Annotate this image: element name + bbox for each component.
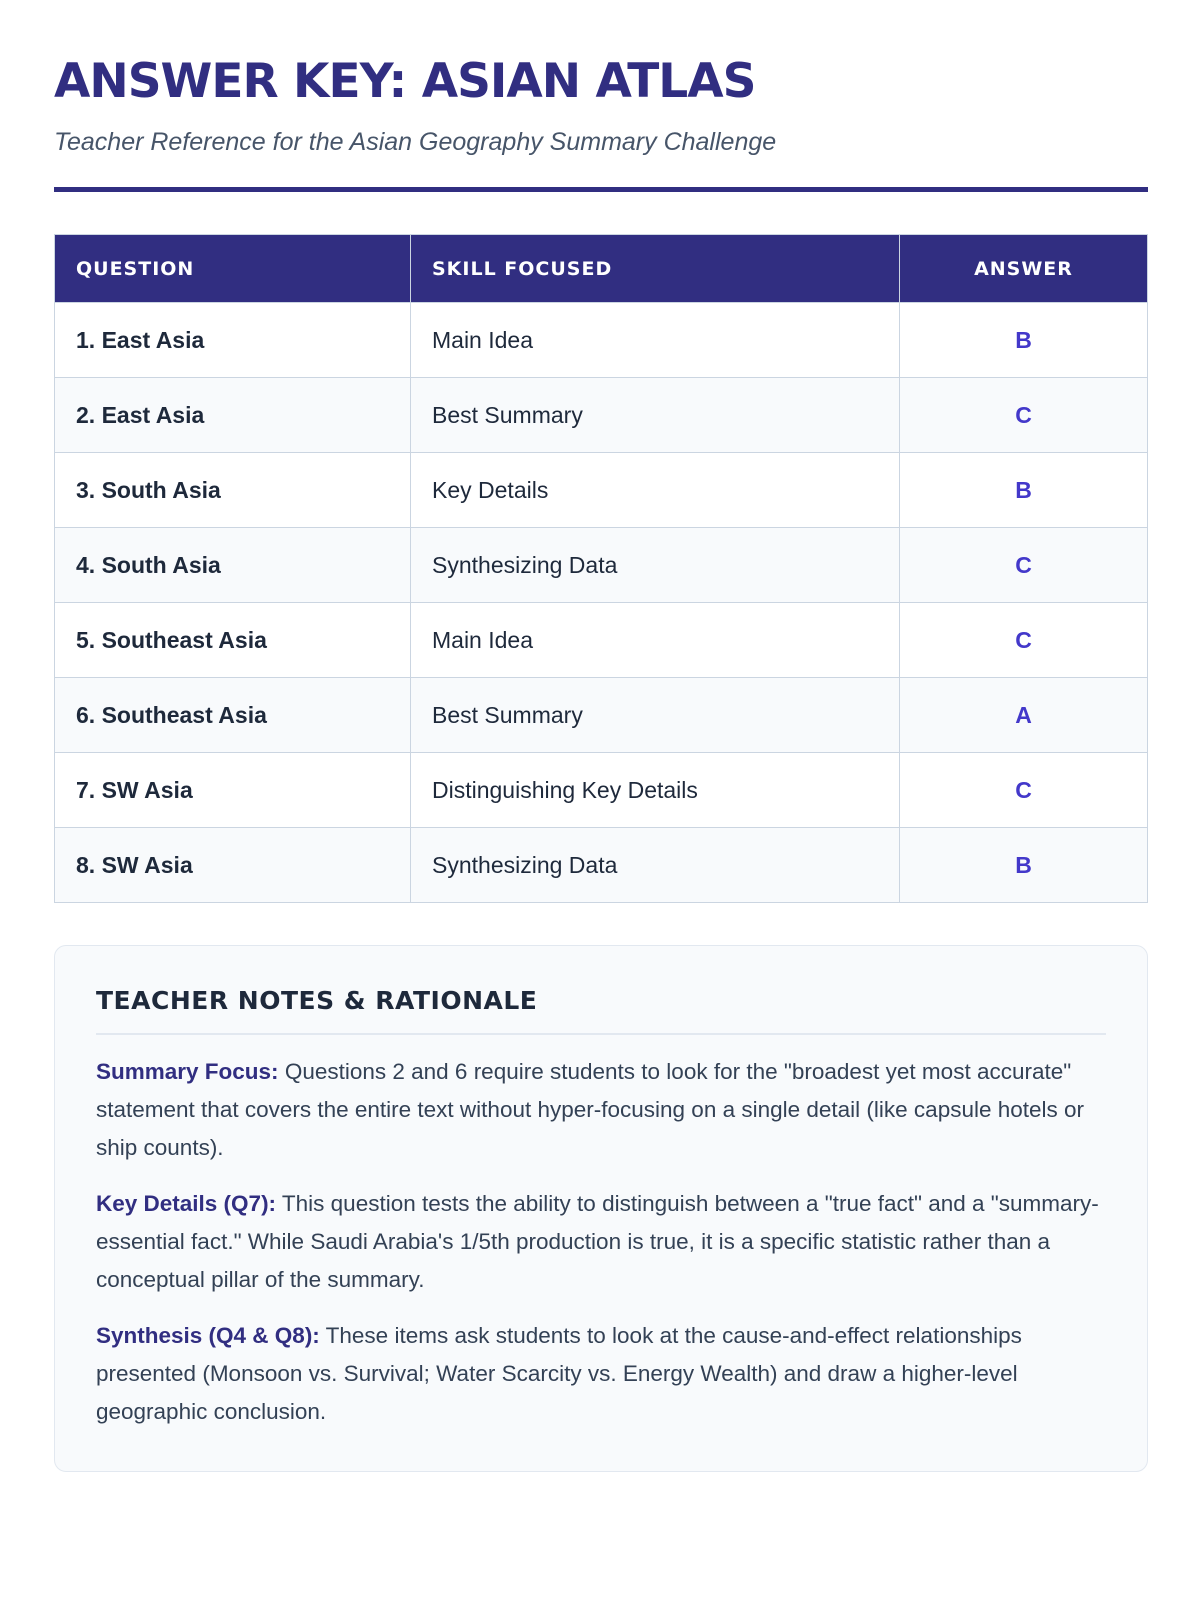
- table-row: [55, 303, 1148, 378]
- answer-cell: B: [900, 453, 1148, 528]
- table-row: [55, 828, 1148, 903]
- note-text: These items ask students to look at the cause-and-effect relationships presented (Monsoon vs. Survival; Water Scarcity vs. Energy Wealth) and draw a higher-level geographic conclusion.: [96, 1323, 1022, 1424]
- title-divider: [54, 187, 1148, 192]
- question-cell: 6. Southeast Asia: [55, 678, 411, 753]
- header-question: QUESTION: [55, 235, 411, 303]
- answer-table: [54, 234, 1148, 903]
- skill-cell: Key Details: [411, 453, 900, 528]
- answer-cell: B: [900, 828, 1148, 903]
- answer-cell: C: [900, 528, 1148, 603]
- skill-cell: Synthesizing Data: [411, 828, 900, 903]
- note-label: Key Details (Q7):: [96, 1191, 277, 1216]
- note-paragraph: [96, 1317, 1106, 1431]
- note-text: Questions 2 and 6 require students to look for the "broadest yet most accurate" statement that covers the entire text without hyper-focusing on a single detail (like capsule hotels or ship counts).: [96, 1059, 1085, 1160]
- note-paragraph: [96, 1185, 1106, 1299]
- table-row: [55, 453, 1148, 528]
- note-label: Synthesis (Q4 & Q8):: [96, 1323, 320, 1348]
- answer-cell: C: [900, 378, 1148, 453]
- question-cell: 2. East Asia: [55, 378, 411, 453]
- table-row: [55, 528, 1148, 603]
- question-cell: 4. South Asia: [55, 528, 411, 603]
- table-row: [55, 603, 1148, 678]
- skill-cell: Best Summary: [411, 678, 900, 753]
- table-header-row: [55, 235, 1148, 303]
- question-cell: 1. East Asia: [55, 303, 411, 378]
- note-label: Summary Focus:: [96, 1059, 279, 1084]
- answer-cell: C: [900, 603, 1148, 678]
- page-title: ANSWER KEY: ASIAN ATLAS: [54, 54, 756, 109]
- skill-cell: Distinguishing Key Details: [411, 753, 900, 828]
- table-row: [55, 678, 1148, 753]
- answer-key-document: [54, 50, 1148, 1472]
- table-row: [55, 378, 1148, 453]
- note-paragraph: [96, 1053, 1106, 1167]
- skill-cell: Synthesizing Data: [411, 528, 900, 603]
- notes-heading: TEACHER NOTES & RATIONALE: [96, 986, 1106, 1035]
- note-text: This question tests the ability to distinguish between a "true fact" and a "summary-essential fact." While Saudi Arabia's 1/5th production is true, it is a specific statistic rather than a conceptual pillar of the summary.: [96, 1191, 1099, 1292]
- header-answer: ANSWER: [900, 235, 1148, 303]
- answer-cell: A: [900, 678, 1148, 753]
- question-cell: 5. Southeast Asia: [55, 603, 411, 678]
- skill-cell: Main Idea: [411, 603, 900, 678]
- question-cell: 7. SW Asia: [55, 753, 411, 828]
- question-cell: 3. South Asia: [55, 453, 411, 528]
- header-skill: SKILL FOCUSED: [411, 235, 900, 303]
- answer-cell: B: [900, 303, 1148, 378]
- teacher-notes-panel: [54, 945, 1148, 1472]
- table-row: [55, 753, 1148, 828]
- question-cell: 8. SW Asia: [55, 828, 411, 903]
- page-subtitle: Teacher Reference for the Asian Geography Summary Challenge: [54, 128, 777, 156]
- skill-cell: Best Summary: [411, 378, 900, 453]
- answer-cell: C: [900, 753, 1148, 828]
- skill-cell: Main Idea: [411, 303, 900, 378]
